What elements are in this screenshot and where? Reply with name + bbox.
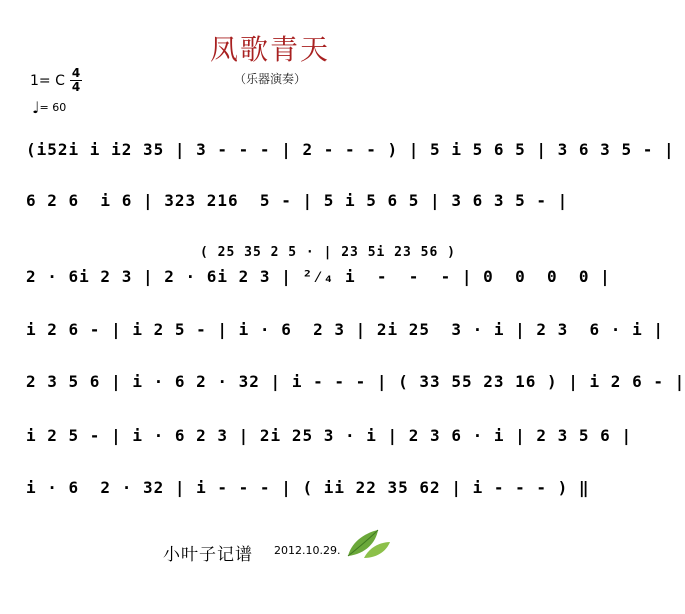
score-row: i 2 6 - | i 2 5 - | i · 6 2 3 | 2i 25 3 · i | 2 3 6 · i | xyxy=(26,320,664,339)
score-row: i · 6 2 · 32 | i - - - | ( ii 22 35 62 | i - - - ) ‖ xyxy=(26,478,590,497)
footer xyxy=(0,536,540,576)
score-row: i 2 5 - | i · 6 2 3 | 2i 25 3 · i | 2 3 6 · i | 2 3 5 6 | xyxy=(26,426,633,445)
score-row: 2 · 6i 2 3 | 2 · 6i 2 3 | ²⁄₄ i - - - | 0 0 0 0 | xyxy=(26,267,611,286)
transcription-date: 2012.10.29. xyxy=(274,544,341,557)
tempo-value: = 60 xyxy=(39,101,67,114)
meter-bottom: 4 xyxy=(71,80,81,94)
time-signature xyxy=(69,68,83,93)
quarter-note-icon: ♩ xyxy=(32,98,40,117)
key-signature: 1= C xyxy=(30,73,65,89)
score-row: 2 3 5 6 | i · 6 2 · 32 | i - - - | ( 33 55 23 16 ) | i 2 6 - | xyxy=(26,372,685,391)
meter-top: 4 xyxy=(71,66,81,80)
score-row: (i52i i i2 35 | 3 - - - | 2 - - - ) | 5 i 5 6 5 | 3 6 3 5 - | xyxy=(26,140,675,159)
song-subtitle: （乐器演奏） xyxy=(233,72,306,86)
leaf-icon xyxy=(342,526,392,562)
song-title: 凤歌青天 xyxy=(209,33,330,66)
score-row: 6 2 6 i 6 | 323 216 5 - | 5 i 5 6 5 | 3 6 3 5 - | xyxy=(26,191,569,210)
tempo-marking xyxy=(32,98,66,117)
transcriber-signature: 小叶子记谱 xyxy=(163,545,253,565)
solo-line: ( 25 35 2 5 · | 23 5i 23 56 ) xyxy=(200,245,456,260)
